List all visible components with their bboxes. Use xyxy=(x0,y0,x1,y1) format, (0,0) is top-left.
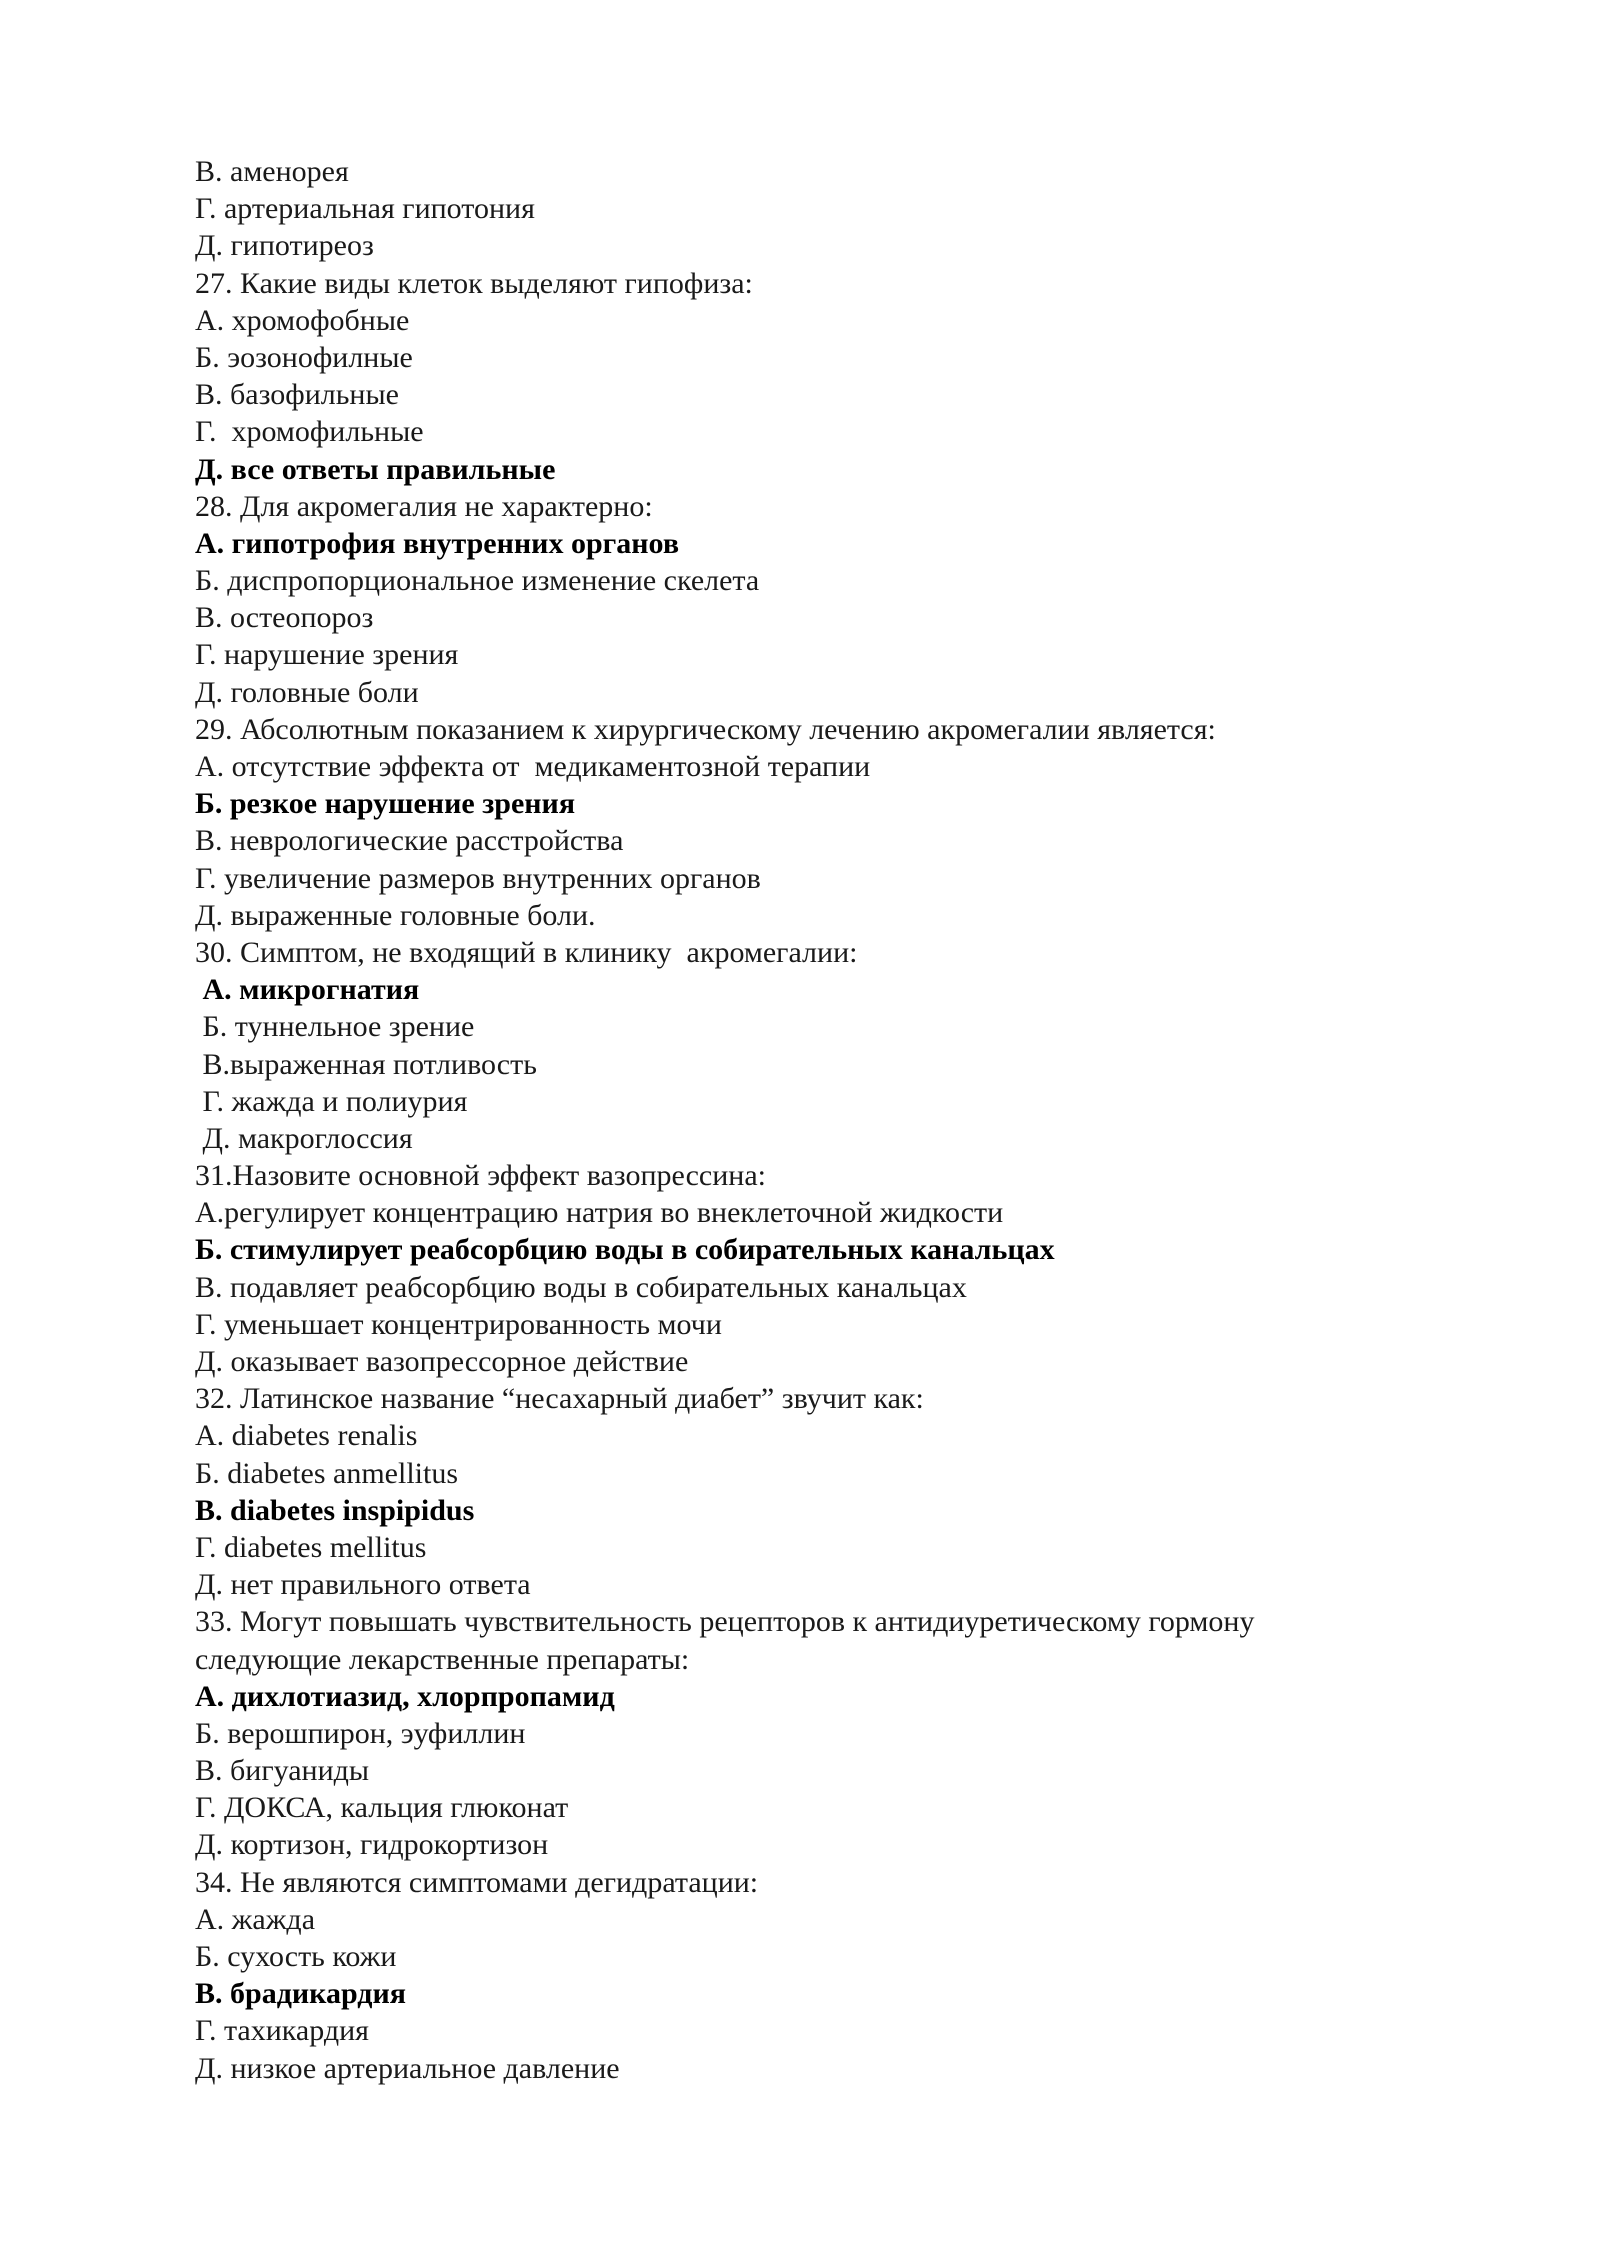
answer-option: Г. уменьшает концентрированность мочи xyxy=(195,1307,722,1341)
correct-answer-option: А. дихлотиазид, хлорпропамид xyxy=(195,1679,615,1713)
answer-option: Б. сухость кожи xyxy=(195,1940,397,1973)
answer-option: Г. нарушение зрения xyxy=(195,638,459,672)
answer-option: А. хромофобные xyxy=(195,303,410,337)
answer-option: В.выраженная потливость xyxy=(195,1047,537,1081)
correct-answer-option: А. микрогнатия xyxy=(195,973,420,1007)
correct-answer-option: А. гипотрофия внутренних органов xyxy=(195,526,680,560)
answer-option: Б. диспропорциональное изменение скелета xyxy=(195,564,760,598)
question-text: 33. Могут повышать чувствительность рецепторов к антидиуретическому гормону xyxy=(195,1605,1255,1639)
answer-option: Б. туннельное зрение xyxy=(195,1010,475,1044)
correct-answer-option: В. брадикардия xyxy=(195,1977,406,2011)
answer-option: Д. гипотиреоз xyxy=(195,229,374,263)
answer-option: Д. оказывает вазопрессорное действие xyxy=(195,1345,689,1378)
question-text: 32. Латинское название “несахарный диабет” звучит как: xyxy=(195,1382,924,1416)
answer-option: Г. тахикардия xyxy=(195,2014,369,2048)
text-line: В. аменорея xyxy=(195,155,349,188)
question-text-continued: следующие лекарственные препараты: xyxy=(195,1642,690,1676)
answer-option: Г. хромофильные xyxy=(195,415,424,449)
answer-option: Д. макроглоссия xyxy=(195,1121,413,1155)
answer-option: Д. кортизон, гидрокортизон xyxy=(195,1828,549,1862)
answer-option: В. неврологические расстройства xyxy=(195,824,624,858)
answer-option: Д. низкое артериальное давление xyxy=(195,2051,620,2085)
correct-answer-option: В. diabetes inspipidus xyxy=(195,1493,475,1527)
answer-option: Б. diabetes anmellitus xyxy=(195,1456,458,1490)
answer-option: В. базофильные xyxy=(195,378,399,412)
answer-option: Б. верошпирон, эуфиллин xyxy=(195,1716,526,1750)
correct-answer-option: Б. стимулирует реабсорбцию воды в собирательных канальцах xyxy=(195,1233,1055,1267)
question-text: 27. Какие виды клеток выделяют гипофиза: xyxy=(195,266,753,300)
answer-option: Г. жажда и полиурия xyxy=(195,1084,468,1118)
question-text: 28. Для акромегалия не характерно: xyxy=(195,489,653,523)
question-text: 34. Не являются симптомами дегидратации: xyxy=(195,1865,759,1899)
correct-answer-option: Д. все ответы правильные xyxy=(195,452,556,486)
answer-option: А.регулирует концентрацию натрия во внеклеточной жидкости xyxy=(195,1196,1004,1230)
answer-option: Г. артериальная гипотония xyxy=(195,192,535,226)
question-text: 29. Абсолютным показанием к хирургическому лечению акромегалии является: xyxy=(195,712,1216,746)
document-body xyxy=(195,153,1435,2087)
answer-option: Д. нет правильного ответа xyxy=(195,1568,531,1602)
answer-option: Г. увеличение размеров внутренних органов xyxy=(195,861,761,895)
answer-option: Б. эозонофилные xyxy=(195,340,413,374)
question-text: 31.Назовите основной эффект вазопрессина: xyxy=(195,1159,766,1193)
answer-option: В. бигуаниды xyxy=(195,1754,370,1788)
answer-option: А. отсутствие эффекта от медикаментозной терапии xyxy=(195,750,871,783)
answer-option: А. diabetes renalis xyxy=(195,1419,418,1453)
answer-option: А. жажда xyxy=(195,1902,316,1936)
question-text: 30. Симптом, не входящий в клинику акромегалии: xyxy=(195,935,858,969)
answer-option: В. остеопороз xyxy=(195,601,374,635)
answer-option: В. подавляет реабсорбцию воды в собирательных канальцах xyxy=(195,1270,967,1304)
correct-answer-option: Б. резкое нарушение зрения xyxy=(195,787,576,821)
answer-option: Г. diabetes mellitus xyxy=(195,1530,427,1564)
answer-option: Д. выраженные головные боли. xyxy=(195,898,596,932)
answer-option: Д. головные боли xyxy=(195,675,419,709)
answer-option: Г. ДОКСА, кальция глюконат xyxy=(195,1791,569,1825)
